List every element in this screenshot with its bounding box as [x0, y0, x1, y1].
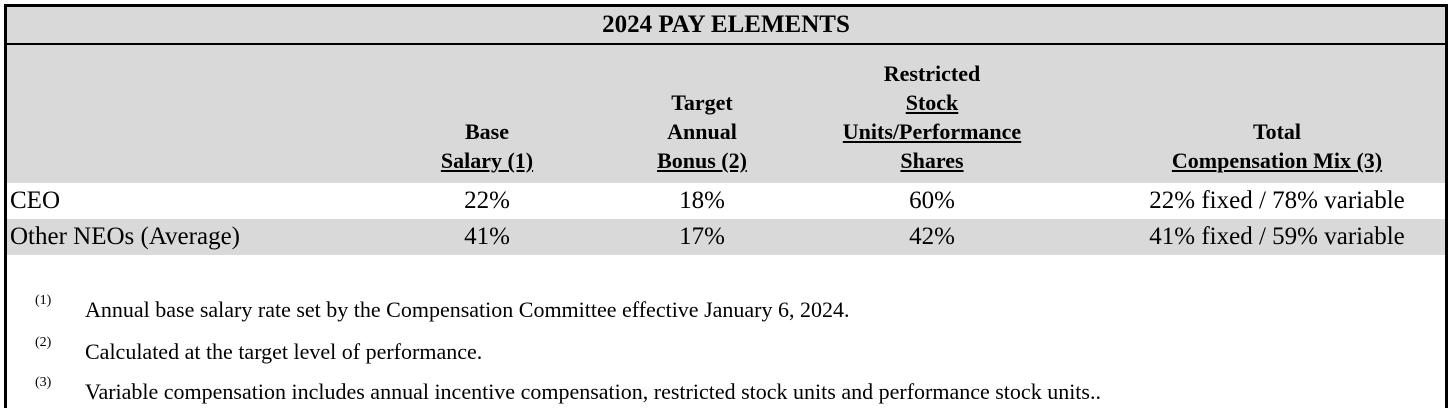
footnotes [7, 255, 1445, 411]
row-label: Other NEOs (Average) [10, 223, 240, 250]
cell-compensation-mix: 22% fixed / 78% variable [1149, 187, 1405, 214]
footnote-text: Calculated at the target level of performance. [85, 339, 483, 364]
pay-elements-table [4, 4, 1448, 408]
header-total-compensation-mix: Total Compensation Mix (3) [1171, 119, 1383, 173]
row-label: CEO [10, 187, 60, 214]
cell-target-bonus: 18% [679, 187, 725, 214]
header-base-salary: Base Salary (1) [440, 119, 534, 173]
cell-base-salary: 41% [464, 223, 510, 250]
footnote-marker: (3) [35, 375, 52, 390]
header-target-annual-bonus: Target Annual Bonus (2) [657, 90, 747, 173]
cell-compensation-mix: 41% fixed / 59% variable [1149, 223, 1405, 250]
table-row [7, 183, 1445, 219]
footnote-text: Variable compensation includes annual incentive compensation, restricted stock units and performance stock units.. [85, 379, 1101, 404]
table-title: 2024 PAY ELEMENTS [7, 7, 1445, 45]
header-rsu-performance-shares: Restricted Stock Units/Performance Shares [842, 61, 1022, 173]
footnote-text: Annual base salary rate set by the Compensation Committee effective January 6, 2024. [85, 297, 850, 322]
footnote-marker: (2) [35, 335, 52, 350]
table-row [7, 219, 1445, 255]
cell-base-salary: 22% [464, 187, 510, 214]
cell-target-bonus: 17% [679, 223, 725, 250]
cell-rsu-ps: 60% [909, 187, 955, 214]
cell-rsu-ps: 42% [909, 223, 955, 250]
footnote-marker: (1) [35, 293, 52, 308]
column-header-row [7, 45, 1445, 183]
